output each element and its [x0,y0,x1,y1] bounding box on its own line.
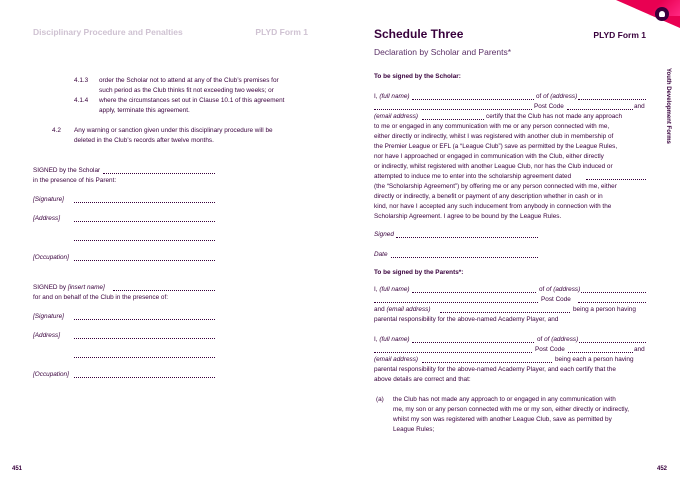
right-running-header [374,27,646,41]
parent1-name-line [412,292,536,293]
address-line-1b [74,240,215,241]
and-label-1: and [634,103,645,110]
side-section-label: Youth Development Forms [665,68,671,144]
parent2-email-label: (email address) [374,356,419,363]
address-line-2b [74,357,215,358]
parent1-address-line [581,292,646,293]
of-address-label: of of (address) [536,93,578,100]
item-4-1-4-line1: where the circumstances set out in Clause 10.1 of this agreement [99,97,285,104]
scholar-para-6: attempted to induce me to enter into the scholarship agreement dated [374,173,572,180]
schedule-title: Schedule Three [374,27,464,41]
parent1-address-line-2 [374,302,538,303]
right-header-form: PLYD Form 1 [593,30,646,40]
scholar-name-line [412,99,534,100]
post-code-line [567,109,633,110]
agreement-date-line [586,179,646,180]
address-line-1a [74,221,215,222]
parent2-email-line [422,362,552,363]
item-4-1-4-line2: apply, terminate this agreement. [99,107,190,114]
parent1-post-code-line [578,302,646,303]
parent1-post-code: Post Code [541,296,571,303]
occupation-label-2: [Occupation] [33,371,69,378]
parent1-email-label: (email address) [386,306,431,313]
scholar-para-1: to me or engaged in any communication with me or any person connected with me, [374,123,610,130]
left-header-form: PLYD Form 1 [255,27,308,37]
occupation-line-2 [74,377,215,378]
parent1-responsibility: parental responsibility for the above-named Academy Player, and [374,316,559,323]
parent2-post-code-line [568,352,633,353]
left-page-number: 451 [12,466,23,472]
lion-crest-icon [655,7,669,21]
email-label-1: (email address) [374,113,419,120]
parent1-email-line [440,312,570,313]
scholar-para-5: or indirectly, whilst registered with another League Club, nor has the Club induced or [374,163,613,170]
item-4-1-4-num: 4.1.4 [74,97,89,104]
parent1-and: and [374,306,385,313]
left-header-title: Disciplinary Procedure and Penalties [33,27,183,37]
scholar-para-4: nor have I approached or engaged in communication with the Club, either directly [374,153,604,160]
item-4-2-line1: Any warning or sanction given under this disciplinary procedure will be [74,127,273,134]
parent2-of-address: of of (address) [537,336,579,343]
parent1-email-row [374,305,431,315]
clause-a-line-2: me, my son or any person connected with me or my son, either directly or indirectly, [393,406,630,413]
item-4-1-3-num: 4.1.3 [74,77,89,84]
parent1-being: being a person having [573,306,636,313]
scholar-address-line-2 [374,109,532,110]
parent2-name-line [412,342,534,343]
scholar-signature-line [103,173,215,174]
scholar-para-10: Scholarship Agreement. I agree to be bound by the League Rules. [374,213,562,220]
clause-a-line-1: the Club has not made any approach to or engaged in any communication with [393,396,616,403]
club-signature-line [113,290,215,291]
declaration-subtitle: Declaration by Scholar and Parents* [374,47,512,57]
parent2-address-line-2 [374,352,532,353]
parent2-post-code: Post Code [535,346,565,353]
address-label-2: [Address] [33,332,60,339]
occupation-label-1: [Occupation] [33,254,69,261]
parent-presence-label: in the presence of his Parent: [33,177,117,184]
signed-label: Signed [374,231,394,238]
insert-name-label: [insert name] [67,284,105,291]
signature-label-1: [Signature] [33,196,64,203]
clause-a-line-3: whilst my son was registered with another League Club, save as permitted by [393,416,612,423]
signed-by-label: SIGNED by [33,284,67,291]
left-running-header [33,27,308,37]
parent2-being-each: being each a person having [555,356,634,363]
address-italic: of (address) [543,93,578,100]
scholar-para-2: either directly or indirectly, whilst I was registered with another club in membership of [374,133,614,140]
address-label-1: [Address] [33,215,60,222]
address-line-2a [74,338,215,339]
post-code-label: Post Code [534,103,564,110]
scholar-date-line [391,257,538,258]
item-4-2-num: 4.2 [52,127,61,134]
signed-by-club [33,283,105,293]
scholar-para-9: kind, nor have I accepted any such inducement from anybody in connection with the [374,203,612,210]
club-presence-label: for and on behalf of the Club in the presence of: [33,294,169,301]
full-name-label: (full name) [379,93,410,100]
signature-line-1 [74,202,215,203]
occupation-line-1 [74,260,215,261]
parent1-address-italic: of (address) [546,286,581,293]
parent2-responsibility: parental responsibility for the above-named Academy Player, and each certify that the [374,366,616,373]
scholar-para-3: the Premier League or EFL (a “League Club”) save as permitted by the League Rules, [374,143,618,150]
right-page [340,0,680,483]
date-label: Date [374,251,388,258]
scholar-heading: To be signed by the Scholar: [374,73,461,80]
scholar-para-7: (the “Scholarship Agreement”) by offering me or any person connected with me, either [374,183,617,190]
scholar-signed-line [396,237,538,238]
parent1-of-address: of of (address) [539,286,581,293]
clause-a-num: (a) [376,396,384,403]
signature-line-2 [74,319,215,320]
details-correct: above details are correct and that: [374,376,471,383]
item-4-1-3-line2: such period as the Club thinks fit not exceeding two weeks; or [99,87,274,94]
right-page-number: 452 [657,466,668,472]
parent2-full-name: (full name) [379,336,410,343]
certify-text: certify that the Club has not made any approach [486,113,623,120]
parent1-full-name: (full name) [379,286,410,293]
signature-label-2: [Signature] [33,313,64,320]
item-4-1-3-line1: order the Scholar not to attend at any of the Club’s premises for [99,77,279,84]
parent2-and: and [634,346,645,353]
parent1-name-row: I, (full name) [374,286,410,293]
parent2-address-line [579,342,646,343]
scholar-para-8: directly or indirectly, a benefit or payment of any description whether in cash or in [374,193,603,200]
parent2-address-italic: of (address) [544,336,579,343]
scholar-name-row: I, (full name) [374,93,410,100]
scholar-address-line [578,99,646,100]
email-line-1 [422,119,484,120]
parents-heading: To be signed by the Parents*: [374,269,464,276]
parent2-name-row: I, (full name) [374,336,410,343]
clause-a-line-4: League Rules; [393,426,435,433]
signed-scholar-label: SIGNED by the Scholar [33,167,101,174]
item-4-2-line2: deleted in the Club’s records after twelve months. [74,137,214,144]
